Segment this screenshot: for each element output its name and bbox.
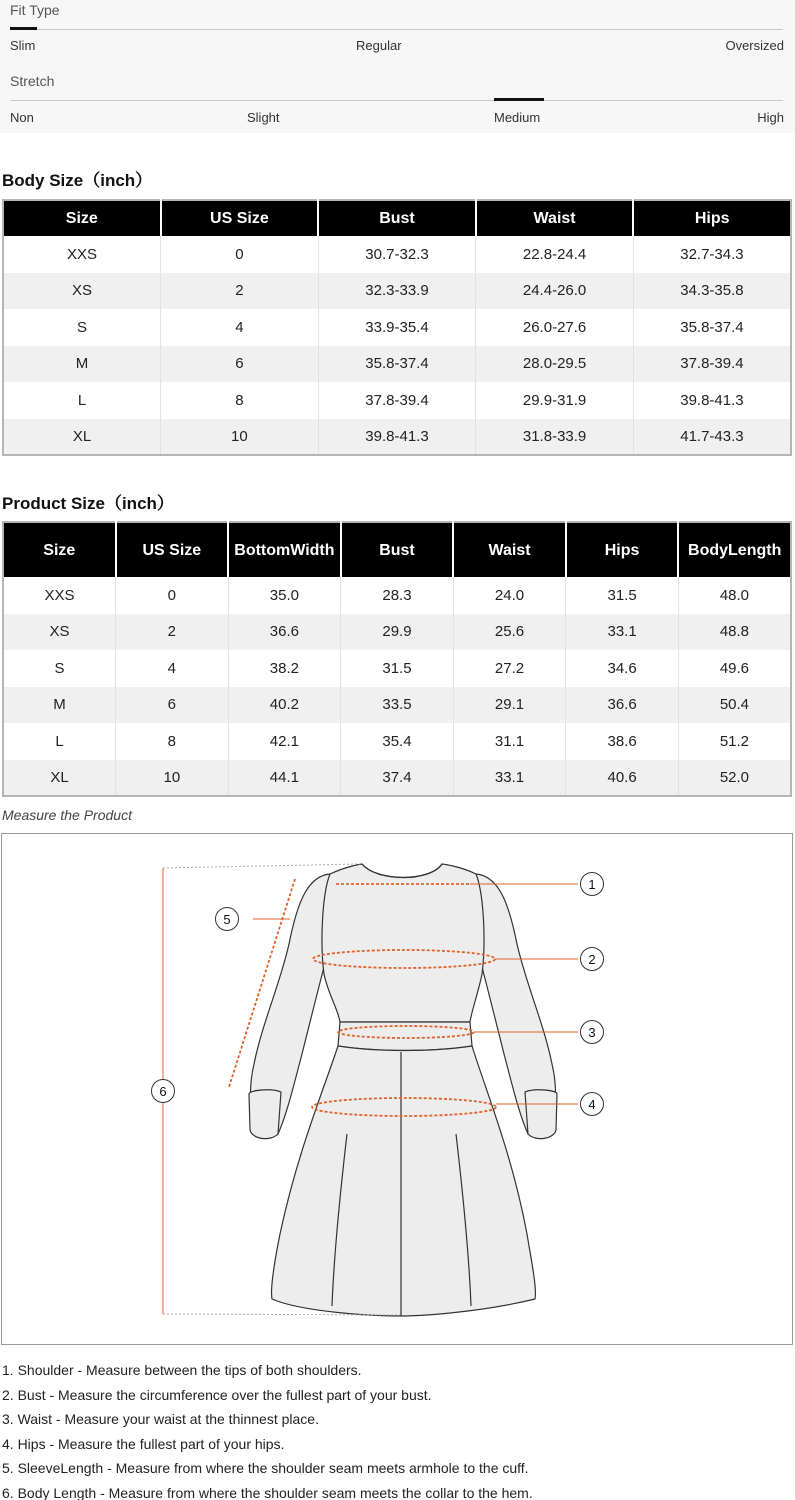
table-cell: 2 (116, 614, 229, 651)
table-cell: 29.9 (341, 614, 454, 651)
dress-diagram (2, 834, 792, 1344)
body-size-table (2, 199, 792, 456)
table-cell: 10 (116, 760, 229, 797)
table-cell: 35.4 (341, 723, 454, 760)
table-cell: 30.7-32.3 (318, 236, 476, 273)
column-header: BodyLength (678, 522, 791, 577)
fit-type-marker (10, 27, 37, 30)
marker-6-label: 6 (159, 1084, 167, 1099)
table-cell: 39.8-41.3 (680, 391, 744, 409)
table-cell: 2 (161, 273, 319, 310)
column-header: Hips (633, 200, 791, 236)
table-row (3, 382, 791, 419)
table-cell: 34.3-35.8 (633, 273, 791, 310)
table-cell: L (3, 382, 161, 419)
table-cell: 28.0-29.5 (476, 346, 634, 383)
table-cell: 39.8-41.3 (318, 419, 476, 456)
table-cell: 33.1 (566, 614, 679, 651)
table-row (3, 760, 791, 797)
note-bust: 2. Bust - Measure the circumference over the fullest part of your bust. (2, 1386, 432, 1403)
table-cell: 37.8-39.4 (633, 346, 791, 383)
table-cell: XXS (3, 236, 161, 273)
marker-3 (581, 1021, 604, 1044)
table-row (3, 236, 791, 273)
right-cuff (525, 1090, 557, 1139)
fit-option-oversized: Oversized (725, 38, 784, 53)
note-waist: 3. Waist - Measure your waist at the thinnest place. (2, 1411, 319, 1427)
note-body-length: 6. Body Length - Measure from where the shoulder seam meets the collar to the hem. (2, 1484, 533, 1500)
table-cell: XL (3, 419, 161, 456)
table-cell: XS (3, 614, 116, 651)
table-cell: 35.8-37.4 (318, 346, 476, 383)
stretch-option-slight: Slight (247, 110, 280, 125)
table-cell: 27.2 (453, 650, 566, 687)
table-row (3, 614, 791, 651)
table-cell: 49.6 (719, 659, 750, 677)
fit-type-track (10, 29, 783, 30)
stretch-option-high: High (757, 110, 784, 125)
marker-4 (581, 1093, 604, 1116)
table-cell: M (3, 346, 161, 383)
table-row (3, 309, 791, 346)
table-row (3, 723, 791, 760)
table-cell: 31.5 (566, 577, 679, 614)
table-cell: 35.8-37.4 (680, 318, 744, 336)
table-cell: 48.8 (678, 614, 791, 651)
column-header: Waist (453, 522, 566, 577)
stretch-marker (494, 98, 544, 101)
table-row (3, 346, 791, 383)
table-cell: 0 (161, 236, 319, 273)
table-cell: 8 (161, 382, 319, 419)
table-cell: 38.6 (566, 723, 679, 760)
table-cell: 50.4 (678, 687, 791, 724)
table-cell: 37.8-39.4 (318, 382, 476, 419)
stretch-label: Stretch (10, 73, 55, 89)
table-cell: S (3, 650, 116, 687)
column-header: BottomWidth (228, 522, 341, 577)
table-cell: 40.2 (228, 687, 341, 724)
fit-panel (0, 0, 795, 133)
marker-3-label: 3 (588, 1025, 596, 1040)
table-cell: 24.4-26.0 (476, 273, 634, 310)
marker-1 (581, 873, 604, 896)
dress-figure (249, 864, 557, 1316)
table-cell: 42.1 (228, 723, 341, 760)
measure-notes (2, 1358, 792, 1500)
table-cell: 0 (116, 577, 229, 614)
table-header-row (3, 522, 791, 577)
table-row (3, 577, 791, 614)
table-cell: 35.0 (228, 577, 341, 614)
column-header: Hips (566, 522, 679, 577)
table-cell: 36.6 (228, 614, 341, 651)
column-header: Waist (476, 200, 634, 236)
table-cell: 32.7-34.3 (680, 245, 744, 263)
marker-5-label: 5 (223, 912, 231, 927)
table-cell: 6 (116, 687, 229, 724)
measure-caption: Measure the Product (2, 807, 132, 823)
note-shoulder: 1. Shoulder - Measure between the tips of both shoulders. (2, 1362, 362, 1378)
table-cell: 10 (161, 419, 319, 456)
table-cell: 26.0-27.6 (476, 309, 634, 346)
table-cell: 29.9-31.9 (476, 382, 634, 419)
marker-6 (152, 1080, 175, 1103)
table-cell: XXS (3, 577, 116, 614)
table-cell: 25.6 (453, 614, 566, 651)
table-header-row (3, 200, 791, 236)
table-cell: 33.1 (453, 760, 566, 797)
marker-1-label: 1 (588, 877, 596, 892)
column-header: Bust (341, 522, 454, 577)
column-header: Size (3, 200, 161, 236)
column-header: Size (3, 522, 116, 577)
marker-5 (216, 908, 239, 931)
table-cell: 29.1 (453, 687, 566, 724)
table-cell: 6 (161, 346, 319, 383)
product-size-table (2, 521, 792, 797)
table-cell: XL (3, 760, 116, 797)
note-hips: 4. Hips - Measure the fullest part of your hips. (2, 1435, 285, 1452)
body-size-title: Body Size（inch） (2, 171, 153, 190)
table-cell: 51.2 (719, 732, 750, 750)
length-leader-top (163, 864, 360, 868)
fit-type-label: Fit Type (10, 2, 60, 18)
table-cell: S (3, 309, 161, 346)
stretch-track (10, 100, 783, 101)
table-cell: 41.7-43.3 (633, 419, 791, 456)
table-cell: 33.5 (341, 687, 454, 724)
table-cell: 32.3-33.9 (318, 273, 476, 310)
table-cell: 34.6 (566, 650, 679, 687)
column-header: US Size (161, 200, 319, 236)
table-cell: 22.8-24.4 (476, 236, 634, 273)
table-cell: XS (3, 273, 161, 310)
table-cell: 48.0 (719, 586, 750, 604)
table-cell: 44.1 (228, 760, 341, 797)
table-cell: 31.1 (453, 723, 566, 760)
column-header: Bust (318, 200, 476, 236)
product-size-title: Product Size（inch） (2, 494, 174, 513)
table-cell: L (3, 723, 116, 760)
table-cell: 4 (161, 309, 319, 346)
table-cell: 40.6 (566, 760, 679, 797)
table-cell: 31.8-33.9 (476, 419, 634, 456)
left-cuff (249, 1090, 281, 1139)
table-cell: 38.2 (228, 650, 341, 687)
table-cell: 24.0 (453, 577, 566, 614)
table-row (3, 687, 791, 724)
table-row (3, 273, 791, 310)
marker-2 (581, 948, 604, 971)
table-row (3, 419, 791, 456)
marker-2-label: 2 (588, 952, 596, 967)
stretch-option-non: Non (10, 110, 34, 125)
measure-diagram (1, 833, 793, 1345)
table-cell: 37.4 (341, 760, 454, 797)
note-sleeve-length: 5. SleeveLength - Measure from where the shoulder seam meets armhole to the cuff. (2, 1460, 529, 1476)
skirt (271, 1046, 535, 1316)
table-cell: 33.9-35.4 (318, 309, 476, 346)
fit-option-regular: Regular (356, 38, 402, 53)
table-cell: M (3, 687, 116, 724)
stretch-option-medium: Medium (494, 110, 541, 125)
table-cell: 31.5 (341, 650, 454, 687)
column-header: US Size (116, 522, 229, 577)
table-cell: 4 (116, 650, 229, 687)
fit-option-slim: Slim (10, 38, 36, 53)
table-cell: 36.6 (566, 687, 679, 724)
table-cell: 8 (116, 723, 229, 760)
bodice (322, 864, 484, 1022)
marker-4-label: 4 (588, 1097, 596, 1112)
table-cell: 52.0 (678, 760, 791, 797)
table-cell: 28.3 (341, 577, 454, 614)
table-row (3, 650, 791, 687)
